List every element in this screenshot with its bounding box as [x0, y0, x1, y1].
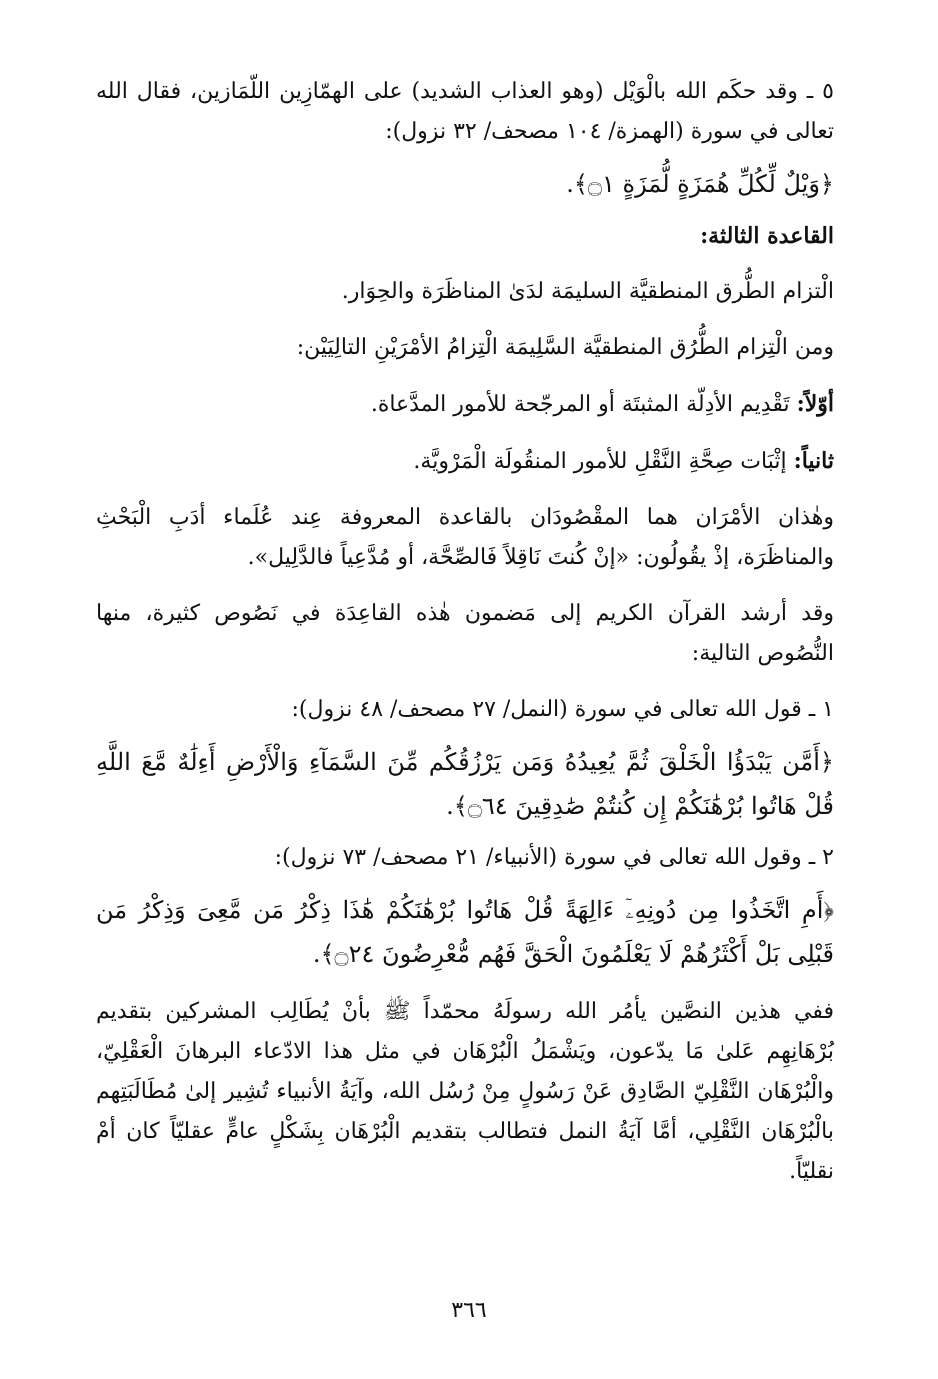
paragraph-quran-guidance: وقد أرشد القرآن الكريم إلى مَضمون هٰذه القاعِدَة في نَصُوص كثيرة، منها النُّصُوص التالية: — [96, 601, 834, 666]
section-heading: القاعدة الثالثة: — [700, 223, 834, 249]
quran-verse-naml: ﴿أَمَّن يَبْدَؤُا الْخَلْقَ ثُمَّ يُعِيدُهُ وَمَن يَرْزُقُكُم مِّنَ السَّمَآءِ وَالْأَرْضِ أَءِلَٰهٌ مَّعَ اللَّهِ قُلْ هَاتُوا بُرْهَٰنَكُمْ إِن كُنتُمْ صَٰدِقِينَ ۝٦٤﴾. — [96, 748, 834, 820]
page-number: ٣٦٦ — [451, 1298, 487, 1323]
point-second-label: ثانياً: — [793, 448, 834, 474]
point-second — [96, 441, 834, 482]
point-first-label: أوّلاً: — [796, 391, 834, 417]
rule-statement: الْتزام الطُّرق المنطقيَّة السليمَة لدَىٰ المناظَرَة والحِوَار. — [341, 279, 834, 304]
point-first-text: تَقْدِيم الأدِلّة المثبتَة أو المرجّحة للأمور المدَّعاة. — [370, 392, 797, 417]
paragraph-conclusion: ففي هذين النصَّين يأمُر الله رسولَهُ محمّداً ﷺ بأنْ يُطَالِب المشركين بتقديم بُرْهَانِهِم عَلىٰ مَا يدّعون، ويَشْمَلُ الْبُرْهَان في مثل هذا الادّعاء البرهانَ الْعَقْلِيّ، والْبُرْهَان النَّقْلِيّ الصَّادِق عَنْ رَسُولٍ مِنْ رُسُل الله، وآيَةُ الأنبياء تُشِير إلىٰ مُطَالَبَتِهم بالْبُرْهَان النَّقْلِي، أمَّا آيَةُ النمل فتطالب بتقديم الْبُرْهَان بِشَكْلٍ عامٍّ عقليّاً كان أمْ نقليّاً. — [96, 999, 834, 1184]
point-second-text: إثْبَات صِحَّةِ النَّقْلِ للأمور المنقُولَة الْمَرْويَّة. — [413, 449, 794, 474]
paragraph-two-matters: ومن الْتِزام الطُّرُق المنطقيَّة السَّلِيمَة الْتِزامُ الأمْرَيْنِ التالِيَيْن: — [296, 335, 834, 360]
paragraph-item-1: ١ ـ قول الله تعالى في سورة (النمل/ ٢٧ مصحف/ ٤٨ نزول): — [291, 697, 834, 722]
paragraph-item-2: ٢ ـ وقول الله تعالى في سورة (الأنبياء/ ٢١ مصحف/ ٧٣ نزول): — [274, 845, 834, 870]
paragraph-scholars-rule: وهٰذان الأمْرَان هما المقْصُودَان بالقاعدة المعروفة عِند عُلَماء أدَبِ الْبَحْثِ والمناظَرَة، إذْ يقُولُون: «إنْ كُنتَ نَاقِلاً فَالصِّحَّة، أو مُدَّعِياً فالدَّلِيل». — [96, 505, 834, 570]
quran-verse-humazah: ﴿وَيْلٌ لِّكُلِّ هُمَزَةٍ لُّمَزَةٍ ۝١﴾. — [566, 170, 834, 198]
point-first — [96, 384, 834, 425]
quran-verse-anbiya: ﴿أَمِ اتَّخَذُوا مِن دُونِهِۦٓ ءَالِهَةً قُلْ هَاتُوا بُرْهَٰنَكُمْ هَٰذَا ذِكْرُ مَن مَّعِىَ وَذِكْرُ مَن قَبْلِى بَلْ أَكْثَرُهُمْ لَا يَعْلَمُونَ الْحَقَّ فَهُم مُّعْرِضُونَ ۝٢٤﴾. — [96, 896, 834, 968]
paragraph-item-5: ٥ ـ وقد حكَم الله بالْوَيْل (وهو العذاب الشديد) على الهمّازِين اللّمَازين، فقال الله تعالى في سورة (الهمزة/ ١٠٤ مصحف/ ٣٢ نزول): — [96, 79, 834, 144]
